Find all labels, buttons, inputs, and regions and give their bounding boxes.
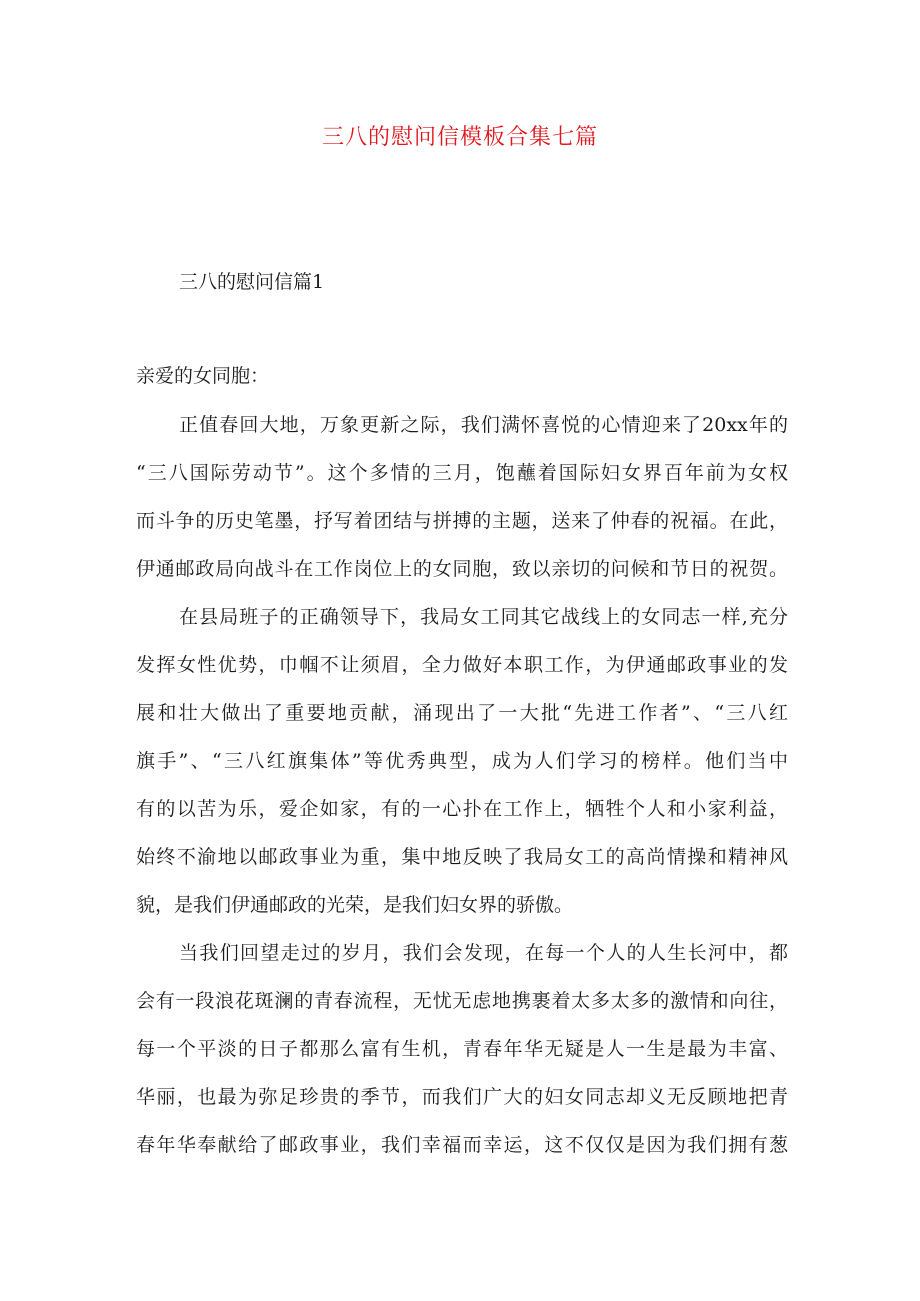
paragraph-line: 伊通邮政局向战斗在工作岗位上的女同胞，致以亲切的问候和节日的祝贺。	[136, 558, 788, 580]
paragraph-line: 会有一段浪花斑澜的青春流程，无忧无虑地携裹着太多太多的激情和向往，	[136, 990, 788, 1012]
paragraph-line: 发挥女性优势，巾帼不让须眉，全力做好本职工作，为伊通邮政事业的发	[136, 654, 788, 676]
paragraph-line: 每一个平淡的日子都那么富有生机，青春年华无疑是人一生是最为丰富、	[136, 1038, 788, 1060]
paragraph-line: 华丽，也最为弥足珍贵的季节，而我们广大的妇女同志却义无反顾地把青	[136, 1086, 788, 1108]
paragraph-line: 当我们回望走过的岁月，我们会发现，在每一个人的人生长河中，都	[179, 942, 788, 964]
paragraph-line: 有的以苦为乐，爱企如家，有的一心扑在工作上，牺牲个人和小家利益，	[136, 798, 788, 820]
paragraph-line: 貌，是我们伊通邮政的光荣，是我们妇女界的骄傲。	[136, 894, 574, 916]
paragraph-line: 春年华奉献给了邮政事业，我们幸福而幸运，这不仅仅是因为我们拥有葱	[136, 1134, 788, 1156]
paragraph-line: 而斗争的历史笔墨，抒写着团结与拼搏的主题，送来了仲春的祝福。在此，	[136, 510, 788, 532]
paragraph-line: 展和壮大做出了重要地贡献，涌现出了一大批“先进工作者”、“三八红	[136, 702, 788, 724]
document-title: 三八的慰问信模板合集七篇	[321, 125, 598, 150]
section-heading: 三八的慰问信篇1	[179, 271, 325, 293]
paragraph-line: “三八国际劳动节”。这个多情的三月，饱蘸着国际妇女界百年前为女权	[136, 462, 788, 484]
paragraph-line: 始终不渝地以邮政事业为重，集中地反映了我局女工的高尚情操和精神风	[136, 846, 788, 868]
paragraph-line: 在县局班子的正确领导下，我局女工同其它战线上的女同志一样,充分	[179, 606, 788, 628]
paragraph-line: 正值春回大地，万象更新之际，我们满怀喜悦的心情迎来了20xx年的	[179, 414, 788, 436]
salutation: 亲爱的女同胞：	[136, 365, 270, 387]
paragraph-line: 旗手”、“三八红旗集体”等优秀典型，成为人们学习的榜样。他们当中	[136, 750, 788, 772]
